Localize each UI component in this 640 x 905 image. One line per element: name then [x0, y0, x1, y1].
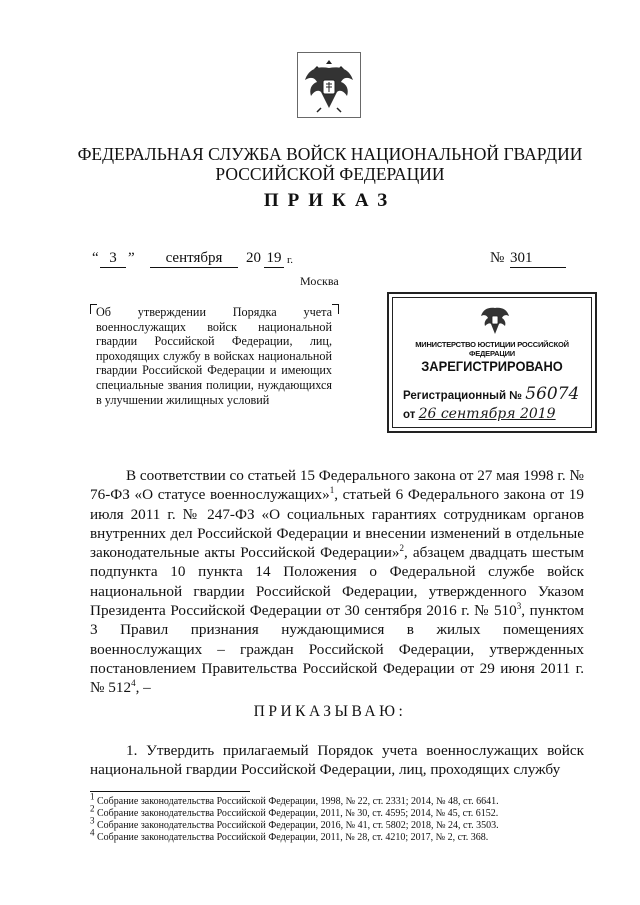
footnote-ref-1: 1 — [329, 485, 335, 496]
footnote-3: $^3$ Собрание законодательства Российской Федерации, 2016, № 41, ст. 5802; 2018, № 24, ст. 3503. — [90, 815, 499, 831]
stamp-date-label: от — [403, 409, 416, 421]
registration-stamp — [387, 292, 597, 433]
item-1-text: 1. Утвердить прилагаемый Порядок учета военнослужащих войск национальной гвардии Российской Федерации, лиц, проходящих службу — [90, 742, 584, 779]
organization-name-line-2: РОССИЙСКОЙ ФЕДЕРАЦИИ — [215, 164, 445, 184]
coat-of-arms-emblem — [297, 52, 361, 118]
preamble-part-3: , абзацем двадцать шестым подпункта 10 пункта 14 Положения о Федеральной службе войск национальной гвардии Российской Федерации, утвержденного Указом Президента Российской Федерации от 30 сентября 2016 г. № 510 — [90, 544, 585, 620]
stamp-date-value: 26 сентября 2019 — [418, 406, 556, 422]
order-day: 3 — [100, 250, 126, 268]
order-year-mark: г. — [287, 254, 294, 266]
footnote-ref-2: 2 — [399, 543, 404, 554]
footnote-divider — [90, 791, 250, 792]
order-year-prefix: 20 — [246, 250, 261, 266]
stamp-registered: ЗАРЕГИСТРИРОВАНО — [421, 358, 563, 374]
item-1-paragraph — [90, 741, 584, 780]
stamp-reg-line — [403, 384, 579, 404]
subject-bracket-right — [332, 304, 339, 314]
footnote-2: $^2$ Собрание законодательства Российской Федерации, 2011, № 30, ст. 4595; 2014, № 45, ст. 6152. — [90, 803, 499, 819]
footnote-ref-4: 4 — [131, 678, 136, 689]
order-number-label: № — [490, 250, 505, 266]
date-open-quote: “ — [92, 250, 99, 266]
date-close-quote: ” — [128, 250, 135, 266]
footnote-4: $^4$ Собрание законодательства Российской Федерации, 2011, № 28, ст. 4210; 2017, № 2, ст. 368. — [90, 827, 489, 843]
footnotes — [90, 791, 590, 844]
order-subject: Об утверждении Порядка учета военнослужащих войск национальной гвардии Российской Федерации, лиц, проходящих службу в войсках национальной гвардии Российской Федерации и имеющих специальные звания полиции, нуждающихся в улучшении жилищных условий — [96, 305, 332, 407]
stamp-date-line — [403, 406, 556, 422]
order-month: сентября — [150, 250, 238, 268]
stamp-ministry: МИНИСТЕРСТВО ЮСТИЦИИ РОССИЙСКОЙ ФЕДЕРАЦИИ — [415, 340, 569, 358]
preamble-part-2: , статьей 6 Федерального закона от 19 июля 2011 г. № 247-ФЗ «О социальных гарантиях сотрудникам органов внутренних дел Российской Федерации и внесении изменений в отдельные законодательные акты Российской Федерации» — [90, 486, 584, 562]
preamble-paragraph — [90, 466, 584, 698]
preamble-part-4: , пунктом 3 Правил признания нуждающимися в жилых помещениях военнослужащих – граждан Российской Федерации, утвержденных постановлением Правительства Российской Федерации от 29 июня 2011 г. № 512 — [90, 602, 584, 697]
order-number: 301 — [510, 250, 566, 268]
preamble-part-1: В соответствии со статьей 15 Федерального закона от 27 мая 1998 г. № 76-ФЗ «О статусе военнослужащих» — [90, 467, 584, 504]
order-year-suffix: 19 — [264, 250, 284, 268]
document-title: ПРИКАЗ — [263, 190, 397, 211]
organization-name-line-1: ФЕДЕРАЛЬНАЯ СЛУЖБА ВОЙСК НАЦИОНАЛЬНОЙ ГВАРДИИ — [77, 144, 583, 164]
stamp-reg-number: 56074 — [525, 384, 580, 404]
preamble-part-5: , – — [135, 679, 151, 697]
order-word: ПРИКАЗЫВАЮ: — [253, 703, 407, 720]
footnote-ref-3: 3 — [516, 601, 522, 612]
city: Москва — [300, 274, 339, 288]
footnote-1: $^1$ Собрание законодательства Российской Федерации, 1998, № 22, ст. 2331; 2014, № 48, ст. 6641. — [90, 791, 499, 807]
stamp-reg-label: Регистрационный № — [403, 390, 523, 402]
stamp-emblem-icon — [479, 304, 511, 338]
